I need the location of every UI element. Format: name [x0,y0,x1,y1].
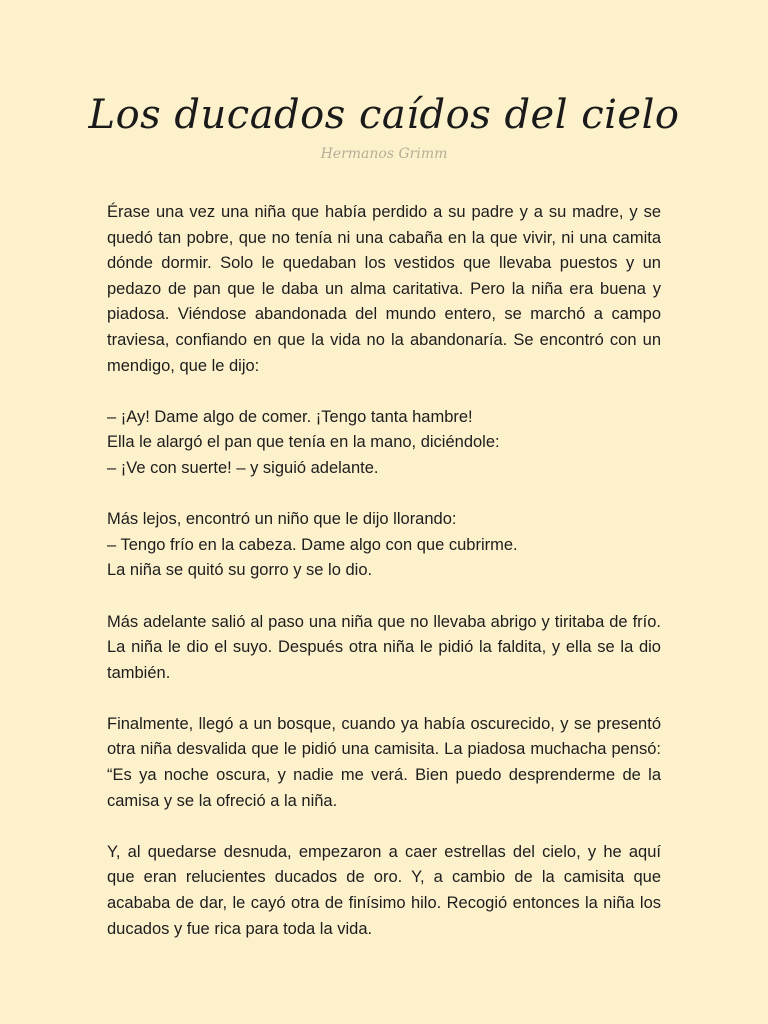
narration-line: Ella le alargó el pan que tenía en la mano, diciéndole: [107,433,500,452]
story-title: Los ducados caídos del cielo [88,92,680,138]
paragraph-6: Y, al quedarse desnuda, empezaron a caer estrellas del cielo, y he aquí que eran relucientes ducados de oro. Y, a cambio de la camisita que acababa de dar, le cayó otra de finísimo hilo. Recogió entonces la niña los ducados y fue rica para toda la vida. [107,842,661,938]
paragraph-1: Érase una vez una niña que había perdido a su padre y a su madre, y se quedó tan pobre, que no tenía ni una cabaña en la que vivir, ni una camita dónde dormir. Solo le quedaban los vestidos que llevaba puestos y un pedazo de pan que le daba un alma caritativa. Pero la niña era buena y piadosa. Viéndose abandonada del mundo entero, se marchó a campo traviesa, confiando en que la vida no la abandonaría. Se encontró con un mendigo, que le dijo: [107,203,661,375]
story-author: Hermanos Grimm [320,146,448,162]
paragraph-2 [107,405,661,482]
narration-line: La niña se quitó su gorro y se lo dio. [107,561,373,580]
paragraph-5: Finalmente, llegó a un bosque, cuando ya había oscurecido, y se presentó otra niña desvalida que le pidió una camisita. La piadosa muchacha pensó: “Es ya noche oscura, y nadie me verá. Bien puedo desprenderme de la camisa y se la ofreció a la niña. [107,714,661,810]
dialogue-line: – Tengo frío en la cabeza. Dame algo con que cubrirme. [107,535,518,554]
dialogue-line: – ¡Ay! Dame algo de comer. ¡Tengo tanta hambre! [107,407,473,426]
paragraph-3 [107,507,661,584]
dialogue-line: – ¡Ve con suerte! – y siguió adelante. [107,458,379,477]
story-body [107,200,661,968]
paragraph-4: Más adelante salió al paso una niña que no llevaba abrigo y tiritaba de frío. La niña le dio el suyo. Después otra niña le pidió la faldita, y ella se la dio también. [107,612,661,682]
narration-line: Más lejos, encontró un niño que le dijo llorando: [107,510,457,529]
